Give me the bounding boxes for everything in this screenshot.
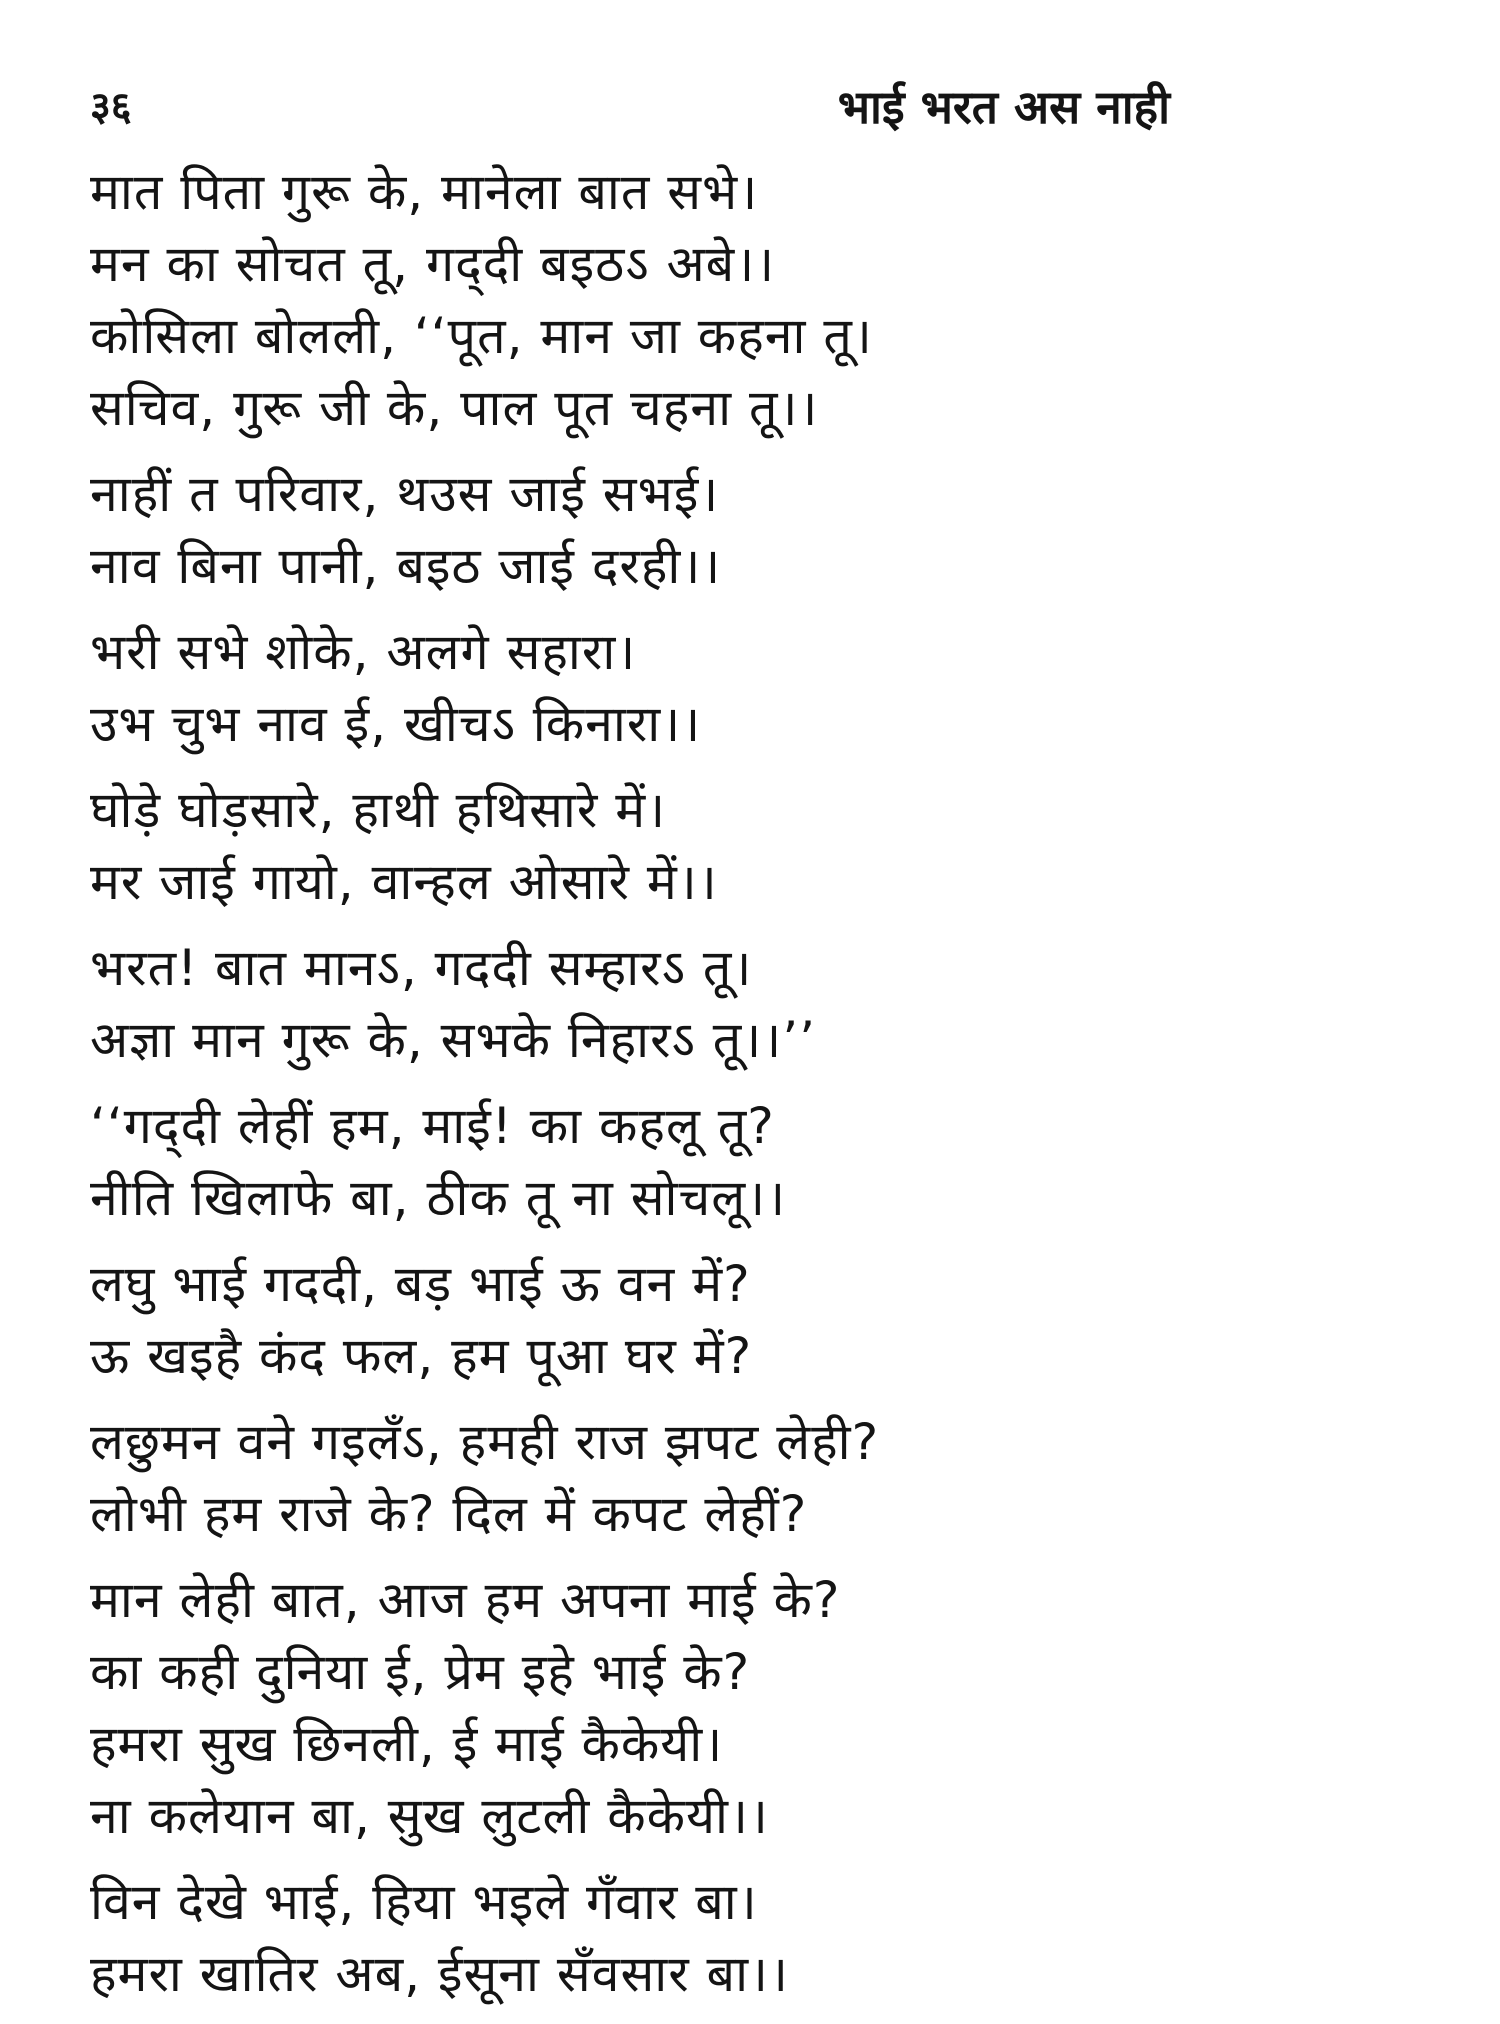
stanza [90, 932, 1390, 1076]
verse-line: भरत! बात मानऽ, गददी सम्हारऽ तू। [90, 939, 753, 997]
verse-line: मन का सोचत तू, गद्‌दी बइठऽ अबे।। [90, 235, 776, 293]
verse-line: लछुमन वने गइलँऽ, हमही राज झपट लेही? [90, 1413, 880, 1471]
stanza [90, 1406, 1390, 1550]
verse-line: कोसिला बोलली, ‘‘पूत, मान जा कहना तू। [90, 307, 873, 365]
page-number: ३६ [90, 84, 132, 130]
verse-line: नाहीं त परिवार, थउस जाई सभई। [90, 465, 720, 523]
verse-line: सचिव, गुरू जी के, पाल पूत चहना तू।। [90, 379, 819, 437]
stanza [90, 1866, 1390, 2010]
verse-line: नाव बिना पानी, बइठ जाई दरही।। [90, 537, 722, 595]
verse-line: का कही दुनिया ई, प्रेम इहे भाई के? [90, 1643, 751, 1701]
page-header [90, 72, 1170, 142]
stanza [90, 1564, 1390, 1852]
stanza [90, 458, 1390, 602]
verse-line: हमरा खातिर अब, ईसूना सँवसार बा।। [90, 1945, 789, 2003]
verse-line: घोड़े घोड़सारे, हाथी हथिसारे में। [90, 781, 667, 839]
verse-line: हमरा सुख छिनली, ई माई कैकेयी। [90, 1715, 724, 1773]
verse-line: मात पिता गुरू के, मानेला बात सभे। [90, 163, 759, 221]
verse-line: भरी सभे शोके, अलगे सहारा। [90, 623, 637, 681]
poem-body [90, 156, 1390, 2024]
verse-line: विन देखे भाई, हिया भइले गँवार बा। [90, 1873, 758, 1931]
stanza [90, 156, 1390, 444]
verse-line: मर जाई गायो, वान्हल ओसारे में।। [90, 853, 718, 911]
verse-line: ऊ खइहै कंद फल, हम पूआ घर में? [90, 1327, 753, 1385]
verse-line: नीति खिलाफे बा, ठीक तू ना सोचलू।। [90, 1169, 787, 1227]
verse-line: ‘‘गद्‌दी लेहीं हम, माई! का कहलू तू? [90, 1097, 775, 1155]
verse-line: मान लेही बात, आज हम अपना माई के? [90, 1571, 841, 1629]
verse-line: उभ चुभ नाव ई, खीचऽ किनारा।। [90, 695, 702, 753]
verse-line: लघु भाई गददी, बड़ भाई ऊ वन में? [90, 1255, 751, 1313]
verse-line: लोभी हम राजे के? दिल में कपट लेहीं? [90, 1485, 808, 1543]
stanza [90, 616, 1390, 760]
stanza [90, 1090, 1390, 1234]
stanza [90, 774, 1390, 918]
running-title: भाई भरत अस नाही [837, 80, 1170, 134]
verse-line: ना कलेयान बा, सुख लुटली कैकेयी।। [90, 1787, 769, 1845]
stanza [90, 1248, 1390, 1392]
verse-line: अज्ञा मान गुरू के, सभके निहारऽ तू।।’’ [90, 1011, 816, 1069]
